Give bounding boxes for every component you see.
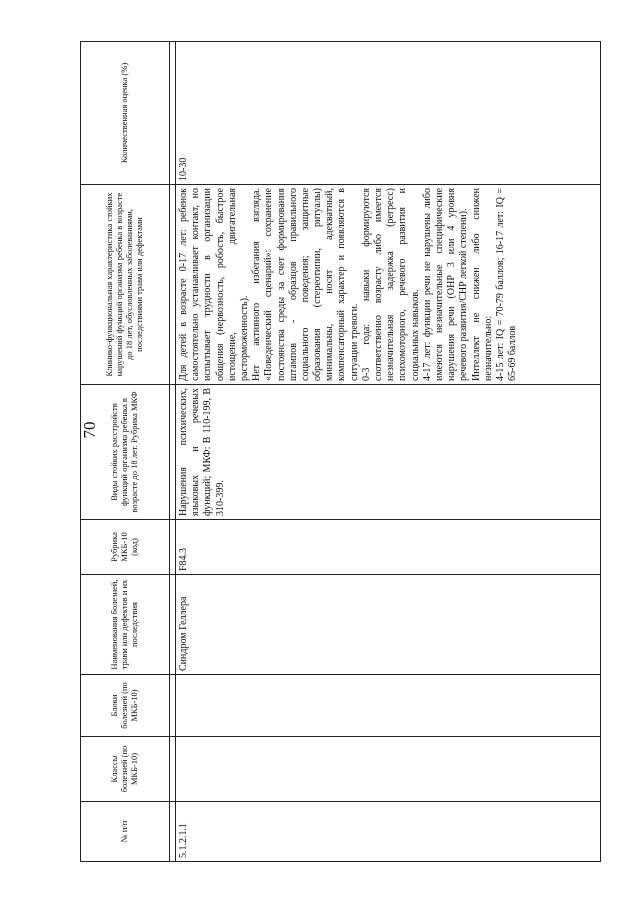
page-number: 70 bbox=[80, 421, 99, 439]
header-num: № п/п bbox=[81, 802, 170, 862]
characteristic-paragraph: 4-15 лет: IQ = 70-79 баллов; 16-17 лет: IQ = 65-69 баллов bbox=[494, 188, 519, 381]
header-class: Классы болезней (по МКБ-10) bbox=[81, 737, 170, 802]
cell-block bbox=[176, 675, 601, 737]
header-score: Количественная оценка (%) bbox=[81, 42, 170, 185]
header-disorders: Виды стойких расстройств функций организма ребенка в возрасте до 18 лет. Рубрика МКФ bbox=[81, 385, 170, 520]
cell-class bbox=[176, 737, 601, 802]
characteristic-paragraph: Нет активного избегания взгляда. «Поведенческий сценарий»: сохранение постоянства среды за счет формирования штампов - образцов правильного социального поведения; защитные образования (стереотипии, ритуалы) минимальны, носят адекватный, компенсаторный характер и появляются в ситуации тревоги. bbox=[251, 188, 360, 381]
cell-num: 5.1.2.1.1 bbox=[176, 802, 601, 862]
characteristic-paragraph: 0-3 года: навыки формируются соответственно возрасту либо имеется незначительная задержка (регресс) психомоторного, речевого развития и социальных навыков. bbox=[360, 188, 421, 381]
characteristic-paragraph: Интеллект не снижен либо снижен незначительно: bbox=[470, 188, 494, 381]
header-characteristic: Клинико-функциональная характеристика стойких нарушений функций организма ребенка в возрасте до 18 лет, обусловленных заболеваниями, последствиями травм или дефектами bbox=[81, 185, 170, 385]
cell-score: 10-30 bbox=[176, 42, 601, 185]
header-code: Рубрика МКБ-10 (код) bbox=[81, 520, 170, 575]
cell-disorders: Нарушения психических, языковых и речевых функций; МКФ: B 110-199, B 310-399. bbox=[176, 385, 601, 520]
characteristic-paragraph: 4-17 лет: функции речи не нарушены либо имеются незначительные специфические нарушения речи (ОНР 3 или 4 уровня речевого развития/СНР легкой степени). bbox=[421, 188, 470, 381]
cell-characteristic bbox=[176, 185, 601, 385]
characteristic-paragraph: Для детей в возрасте 0-17 лет: ребенок самостоятельно устанавливает контакт, но испытывает трудности в организации общения (нервозность, робость, быстрое истощение, двигательная расторможенность). bbox=[178, 188, 250, 381]
header-block: Блоки болезней (по МКБ-10) bbox=[81, 675, 170, 737]
cell-code: F84.3 bbox=[176, 520, 601, 575]
table-header-row bbox=[81, 42, 170, 862]
header-disease: Наименования болезней, травм или дефектов и их последствия bbox=[81, 575, 170, 675]
rotated-table-container bbox=[80, 42, 610, 862]
table-row bbox=[176, 42, 601, 862]
disability-criteria-table bbox=[80, 41, 601, 862]
cell-disease: Синдром Геллера bbox=[176, 575, 601, 675]
